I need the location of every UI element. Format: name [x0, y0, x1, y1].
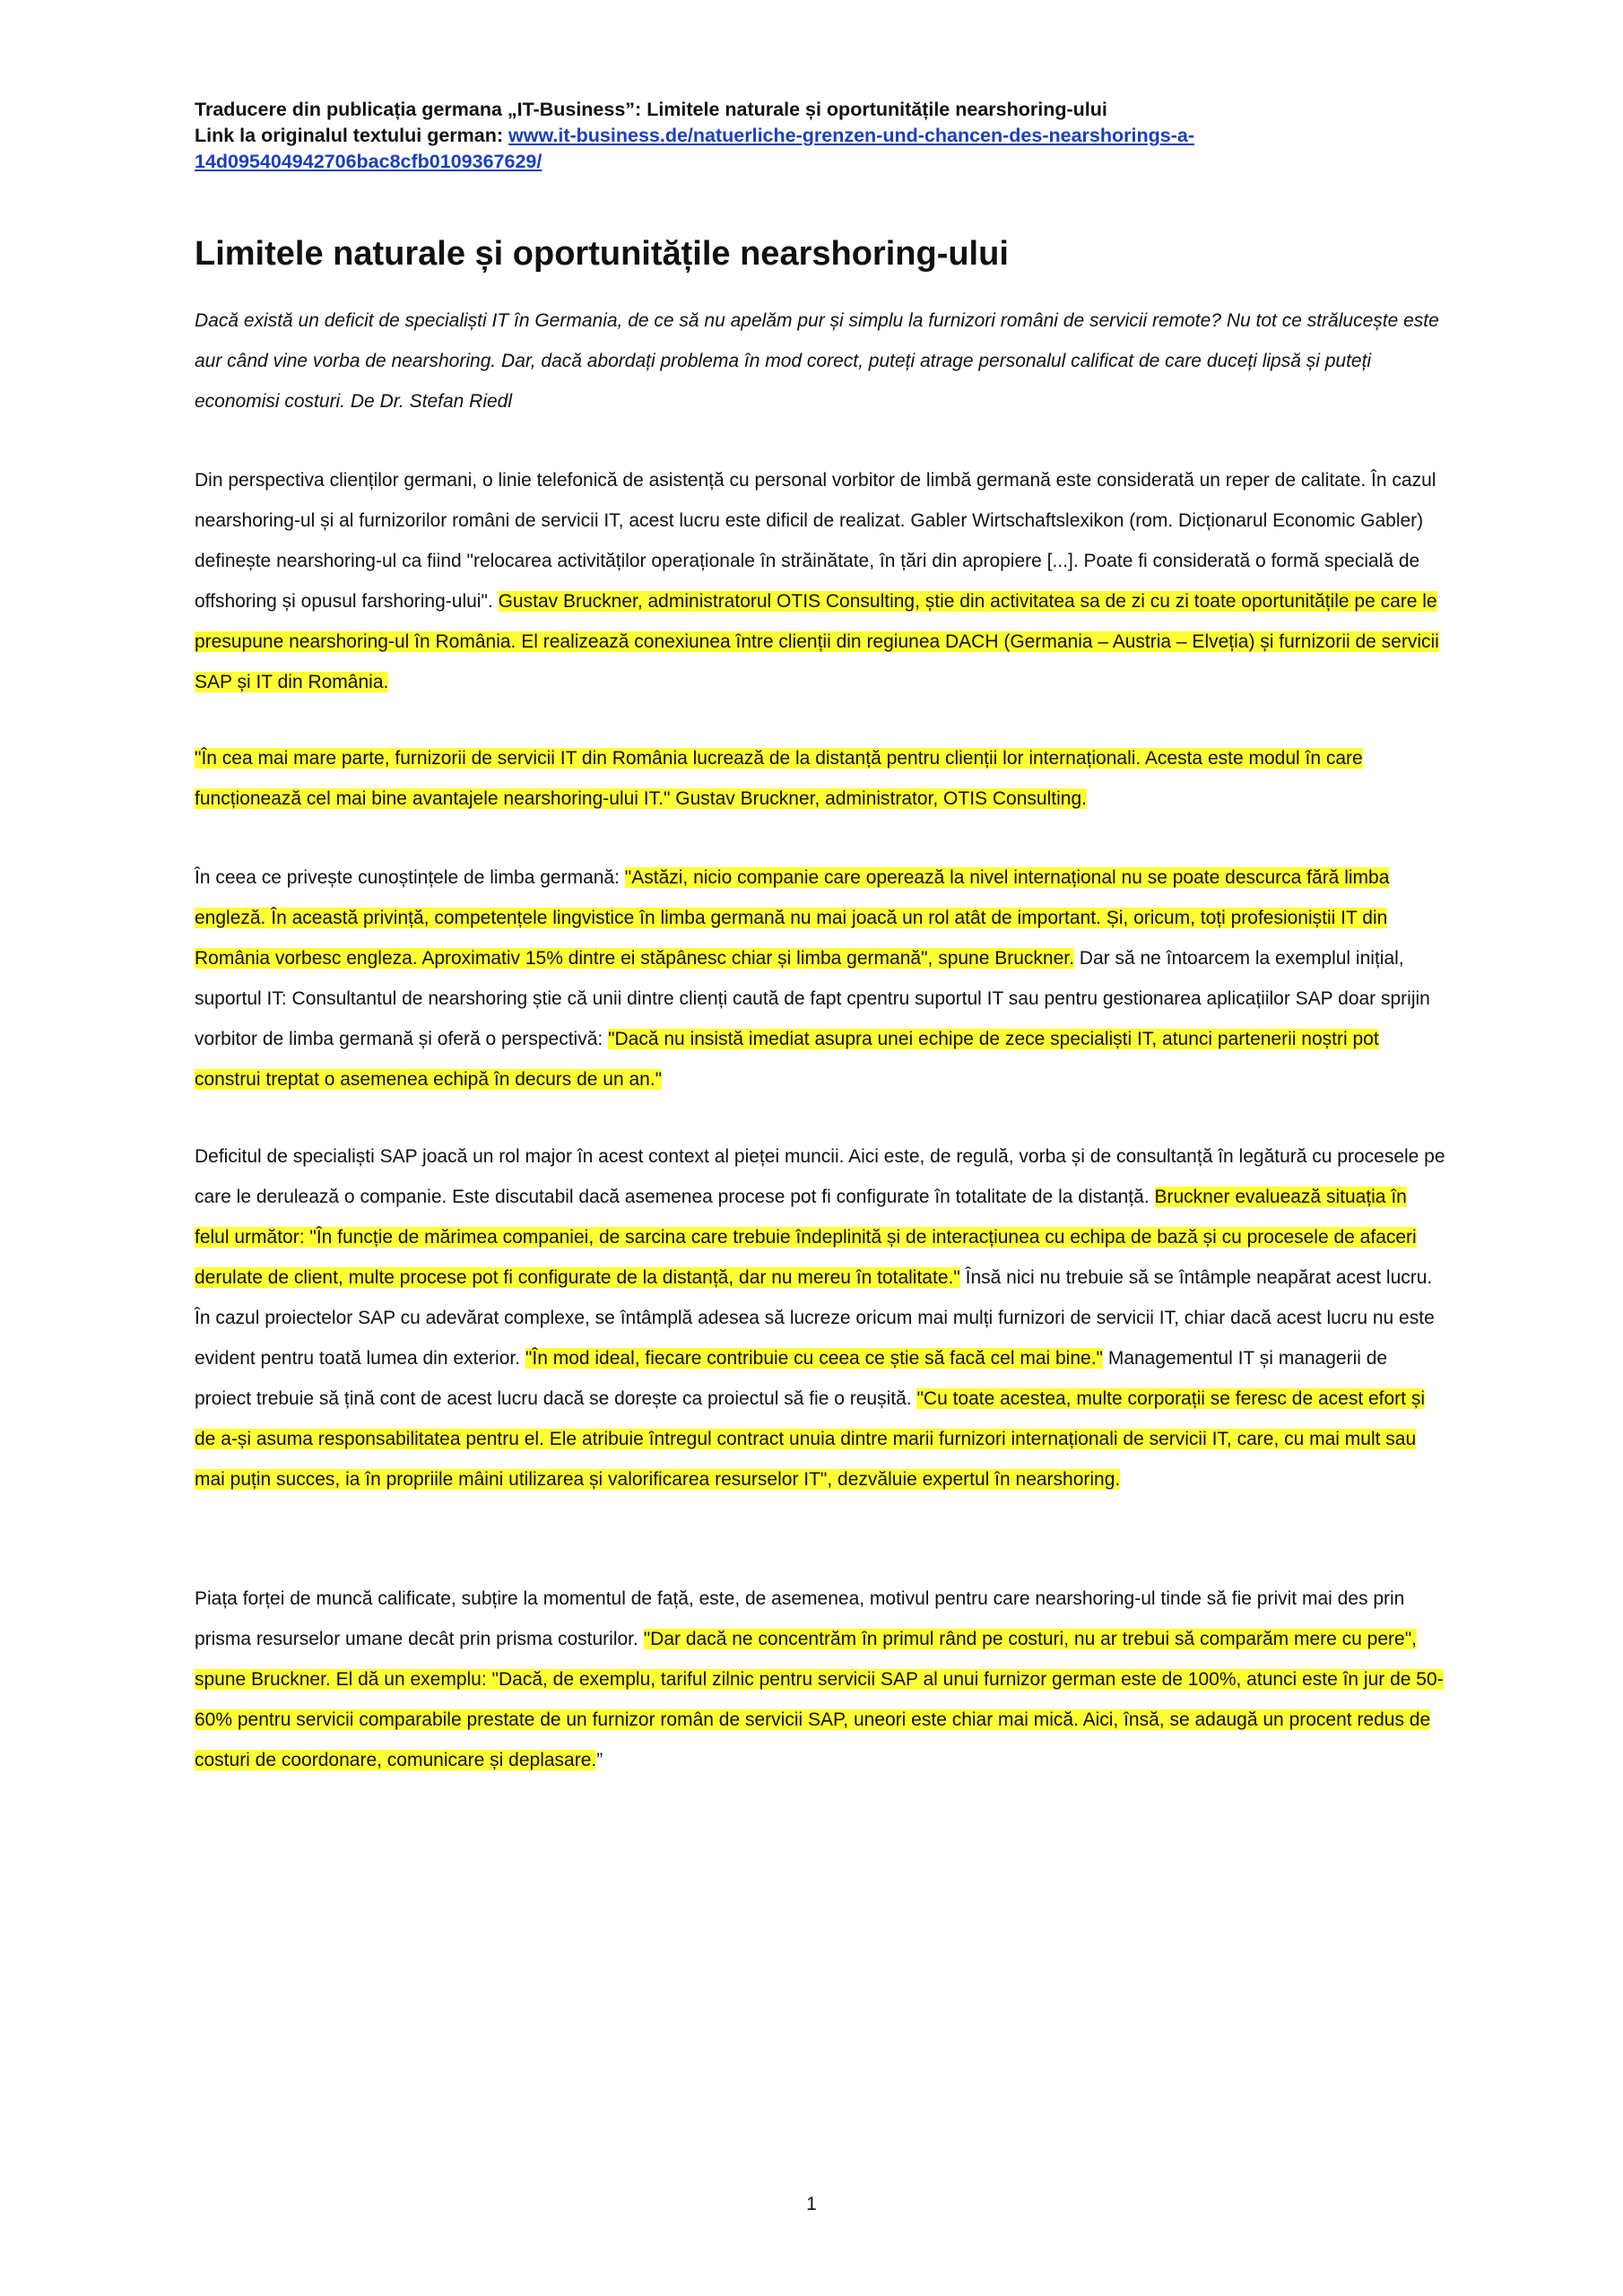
paragraph-2 [195, 738, 1445, 819]
paragraph-3-text: Dar să ne întoarcem la exemplul inițial, suportul IT: Consultantul de nearshoring știe că unii dintre clienți caută de fapt cpentru suportul IT sau pentru gestionarea aplicațiilor SAP doar sprijin vorbitor de limba germană și oferă o perspectivă: [195, 948, 1430, 1049]
highlighted-text: "Cu toate acestea, multe corporații se feresc de acest efort și de a-și asuma responsabilitatea pentru el. Ele atribuie întregul contract unuia dintre marii furnizori internaționali de servicii IT, care, cu mai mult sau mai puțin succes, ia în propriile mâini utilizarea și valorificarea resurselor IT", dezvăluie expertul în nearshoring. [195, 1388, 1426, 1490]
paragraph-4-text: Însă nici nu trebuie să se întâmple neapărat acest lucru. În cazul proiectelor SAP cu adevărat complexe, se întâmplă adesea să lucreze oricum mai mulți furnizori de servicii IT, chiar dacă acest lucru nu este evident pentru toată lumea din exterior. [195, 1267, 1435, 1369]
page-number: 1 [806, 2194, 817, 2214]
paragraph-4-text: Managementul IT și managerii de proiect trebuie să țină cont de acest lucru dacă se dorește ca proiectul să fie o reușită. [195, 1348, 1388, 1409]
header-link-label: Link la originalul textului german: [195, 125, 509, 146]
highlighted-text: "În cea mai mare parte, furnizorii de servicii IT din România lucrează de la distanță pentru clienții lor internaționali. Acesta este modul în care funcționează cel mai bine avantajele nearshoring-ului IT." Gustav Bruckner, administrator, OTIS Consulting. [195, 748, 1363, 809]
header-link-line [195, 123, 1441, 175]
article-title: Limitele naturale și oportunitățile nearshoring-ului [195, 235, 1009, 273]
original-article-link[interactable]: www.it-business.de/natuerliche-grenzen-und-chancen-des-nearshorings-a-14d095404942706bac8cfb0109367629/ [195, 125, 1194, 172]
paragraph-1 [195, 460, 1445, 702]
highlighted-text: Bruckner evaluează situația în felul următor: "În funcție de mărimea companiei, de sarcina care trebuie îndeplinită și de interacțiunea cu echipa de bază și cu procesele de afaceri derulate de client, multe procese pot fi configurate de la distanță, dar nu mereu în totalitate." [195, 1187, 1417, 1288]
paragraph-4 [195, 1136, 1445, 1500]
header-source-line: Traducere din publicația germana „IT-Business”: Limitele naturale și oportunitățile nearshoring-ului [195, 99, 1107, 120]
paragraph-4-text: Deficitul de specialiști SAP joacă un rol major în acest context al pieței muncii. Aici este, de regulă, vorba și de consultanță în legătură cu procesele pe care le derulează o companie. Este discutabil dacă asemenea procese pot fi configurate în totalitate de la distanță. [195, 1146, 1445, 1207]
paragraph-5-text: ” [596, 1750, 603, 1770]
highlighted-text: "Dacă nu insistă imediat asupra unei echipe de zece specialiști IT, atunci partenerii noștri pot construi treptat o asemenea echipă în decurs de un an." [195, 1029, 1379, 1090]
paragraph-5 [195, 1578, 1445, 1780]
paragraph-3-text: În ceea ce privește cunoștințele de limba germană: [195, 867, 625, 888]
highlighted-text: Gustav Bruckner, administratorul OTIS Consulting, știe din activitatea sa de zi cu zi toate oportunitățile pe care le presupune nearshoring-ul în România. El realizează conexiunea între clienții din regiunea DACH (Germania – Austria – Elveția) și furnizorii de servicii SAP și IT din România. [195, 591, 1439, 692]
paragraph-5-text: Piața forței de muncă calificate, subțire la momentul de față, este, de asemenea, motivul pentru care nearshoring-ul tinde să fie privit mai des prin prisma resurselor umane decât prin prisma costurilor. [195, 1588, 1405, 1649]
highlighted-text: "Astăzi, nicio companie care operează la nivel internațional nu se poate descurca fără limba engleză. În această privință, competențele lingvistice în limba germană nu mai joacă un rol atât de important. Și, oricum, toți profesioniștii IT din România vorbesc engleza. Aproximativ 15% dintre ei stăpânesc chiar și limba germană", spune Bruckner. [195, 867, 1390, 969]
highlighted-text: "În mod ideal, fiecare contribuie cu ceea ce știe să facă cel mai bine." [525, 1348, 1103, 1369]
article-lead: Dacă există un deficit de specialiști IT în Germania, de ce să nu apelăm pur și simplu la furnizori români de servicii remote? Nu tot ce strălucește este aur când vine vorba de nearshoring. Dar, dacă abordați problema în mod corect, puteți atrage personalul calificat de care duceți lipsă și puteți economisi costuri. De Dr. Stefan Riedl [195, 310, 1439, 412]
highlighted-text: "Dar dacă ne concentrăm în primul rând pe costuri, nu ar trebui să comparăm mere cu pere", spune Bruckner. El dă un exemplu: "Dacă, de exemplu, tariful zilnic pentru servicii SAP al unui furnizor german este de 100%, atunci este în jur de 50-60% pentru servicii comparabile prestate de un furnizor român de servicii SAP, uneori este chiar mai mică. Aici, însă, se adaugă un procent redus de costuri de coordonare, comunicare și deplasare. [195, 1629, 1444, 1770]
paragraph-1-text: Din perspectiva clienților germani, o linie telefonică de asistență cu personal vorbitor de limbă germană este considerată un reper de calitate. În cazul nearshoring-ul și al furnizorilor români de servicii IT, acest lucru este dificil de realizat. Gabler Wirtschaftslexikon (rom. Dicționarul Economic Gabler) definește nearshoring-ul ca fiind "relocarea activităților operaționale în străinătate, în țări din apropiere [...]. Poate fi considerată o formă specială de offshoring și opusul farshoring-ului". [195, 470, 1436, 612]
document-header [195, 97, 1441, 175]
paragraph-3 [195, 857, 1445, 1100]
